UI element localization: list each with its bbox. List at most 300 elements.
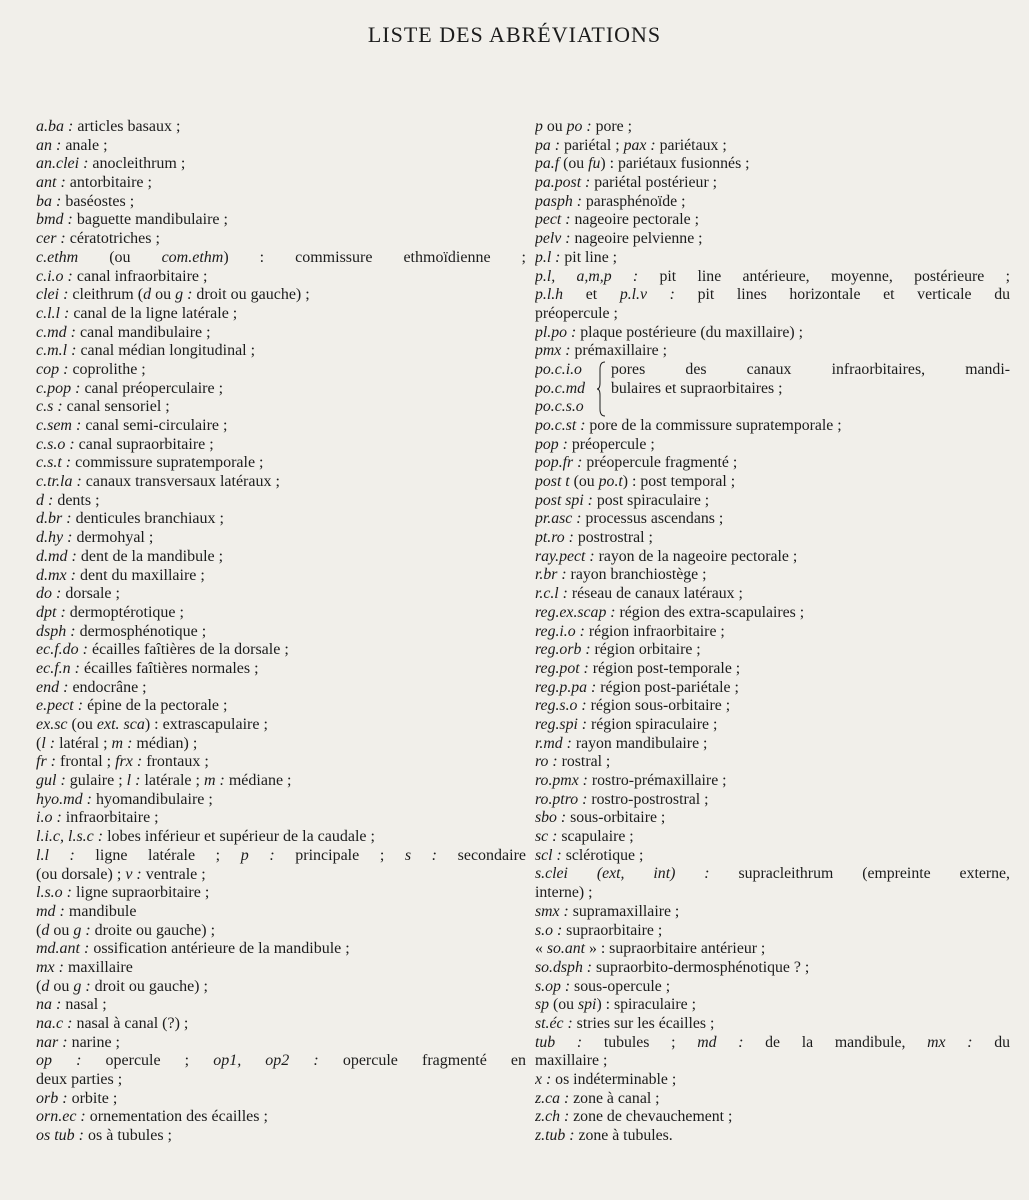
abbreviation-entry [535, 716, 1010, 735]
abbreviation: pax : [623, 136, 656, 154]
definition: maxillaire ; [535, 1052, 608, 1070]
definition: épine de la pectorale ; [83, 697, 228, 715]
abbreviation-entry [36, 155, 526, 174]
abbreviation: na.c : [36, 1015, 73, 1032]
definition: supraorbito-dermosphénotique ? ; [592, 958, 810, 976]
definition: secondaire [437, 846, 526, 864]
abbreviation: c.tr.la : [36, 473, 82, 491]
abbreviation: nar : [36, 1033, 68, 1051]
abbreviation: s.op : [535, 977, 571, 995]
definition: ou [49, 977, 74, 995]
abbreviation: mx : [36, 958, 64, 976]
definition: ) : spiraculaire ; [596, 996, 697, 1014]
abbreviation-entry [36, 884, 526, 903]
abbreviation: tub : [535, 1033, 583, 1051]
definition: de la mandibule, [743, 1033, 928, 1051]
abbreviation: hyo.md : [36, 790, 92, 808]
definition: région des extra-scapulaires ; [615, 603, 805, 621]
definition: infraorbitaire ; [61, 809, 159, 827]
abbreviation: r.md : [535, 734, 572, 752]
abbreviation-entry [535, 641, 1010, 660]
abbreviation-entry [36, 137, 526, 156]
definition: nageoire pectorale ; [570, 211, 700, 229]
abbreviation-entry [36, 697, 526, 716]
definition: dent du maxillaire ; [75, 566, 205, 584]
abbreviation: m : [111, 734, 133, 752]
definition: canal sensoriel ; [62, 398, 170, 416]
abbreviation: g : [175, 286, 193, 304]
definition: ( [36, 734, 42, 752]
definition: opercule fragmenté en [318, 1052, 526, 1070]
definition: ( [36, 977, 42, 995]
abbreviation: an.clei : [36, 155, 89, 173]
abbreviation-entry [36, 847, 526, 866]
abbreviation: reg.ex.scap : [535, 603, 616, 621]
definition: anocleithrum ; [88, 155, 186, 173]
definition: pariétaux ; [655, 136, 727, 154]
abbreviation: smx : [535, 902, 569, 920]
abbreviation-entry [535, 342, 1010, 361]
definition: deux parties ; [36, 1071, 123, 1089]
abbreviation: clei : [36, 286, 69, 304]
page-title: LISTE DES ABRÉVIATIONS [367, 22, 662, 47]
definition: interne) ; [535, 884, 593, 902]
abbreviation-entry [535, 978, 1010, 997]
abbreviation-entry [36, 286, 526, 305]
definition: écailles faîtières de la dorsale ; [87, 641, 289, 659]
definition: (ou [78, 248, 162, 266]
definition: endocrâne ; [68, 678, 147, 696]
brace-abbreviations [535, 361, 595, 417]
definition: denticules branchiaux ; [71, 510, 224, 528]
definition: nasal ; [61, 996, 107, 1014]
abbreviation-entry [535, 922, 1010, 941]
abbreviation-entry [535, 1015, 1010, 1034]
abbreviation-entry [535, 884, 1010, 903]
abbreviation-entry [535, 137, 1010, 156]
abbreviation-entry [36, 1034, 526, 1053]
abbreviation: e.pect : [36, 697, 84, 715]
definition: région spiraculaire ; [587, 715, 718, 733]
abbreviation-entry [535, 1071, 1010, 1090]
abbreviation-entry [36, 716, 526, 735]
abbreviation-entry [535, 772, 1010, 791]
definition: rostral ; [557, 753, 611, 771]
abbreviation-entry [535, 566, 1010, 585]
definition: canal supraorbitaire ; [74, 435, 214, 453]
abbreviation: z.tub : [535, 1127, 575, 1145]
definition: droite ou gauche) ; [90, 921, 216, 939]
abbreviation: c.m.l : [36, 342, 77, 360]
definition: dorsale ; [61, 585, 120, 603]
abbreviation: post spi : [535, 491, 593, 509]
definition: antorbitaire ; [65, 174, 152, 192]
definition: nageoire pelvienne ; [570, 230, 703, 248]
abbreviation: ro.ptro : [535, 790, 588, 808]
definition: (ou [569, 473, 599, 490]
definition: plaque postérieure (du maxillaire) ; [576, 323, 804, 341]
abbreviation-entry [535, 1108, 1010, 1127]
definition: canaux transversaux latéraux ; [81, 473, 280, 491]
definition: région post-temporale ; [588, 659, 741, 677]
abbreviation-entry [535, 155, 1010, 174]
abbreviation-entry [535, 585, 1010, 604]
definition: ) : pariétaux fusionnés ; [600, 155, 750, 173]
abbreviation-entry [535, 1052, 1010, 1071]
abbreviation: pop : [535, 435, 568, 453]
definition: gulaire ; [65, 772, 127, 790]
definition: supraorbitaire ; [562, 921, 663, 939]
definition: cératotriches ; [65, 230, 160, 248]
abbreviation: ec.f.do : [36, 641, 88, 659]
abbreviation: c.s : [36, 398, 63, 416]
definition: ) : post temporal ; [622, 473, 736, 490]
definition: hyomandibulaire ; [91, 790, 213, 808]
abbreviation: po.c.st : [535, 416, 586, 434]
definition: canal mandibulaire ; [75, 323, 211, 341]
left-column [36, 118, 526, 1146]
definition: articles basaux ; [73, 118, 181, 135]
abbreviation: end : [36, 678, 69, 696]
abbreviation: pt.ro : [535, 529, 574, 547]
definition: supramaxillaire ; [568, 902, 680, 920]
brace-abbr-2: po.c.md [535, 379, 586, 397]
definition: pore ; [591, 118, 632, 135]
abbreviation: st.éc : [535, 1014, 573, 1032]
abbreviation-entry [535, 436, 1010, 455]
abbreviation-entry [36, 772, 526, 791]
definition: pit line ; [560, 248, 618, 266]
definition: scapulaire ; [557, 828, 634, 846]
abbreviation: c.sem : [36, 417, 82, 434]
abbreviation: ro : [535, 753, 558, 771]
abbreviation-entry [36, 211, 526, 230]
abbreviation: d [41, 977, 50, 995]
abbreviation-entry [36, 1090, 526, 1109]
abbreviation-entry [36, 641, 526, 660]
abbreviation: cer : [36, 230, 66, 248]
definition: rostro-prémaxillaire ; [587, 772, 727, 789]
abbreviation-entry [535, 735, 1010, 754]
abbreviation: i.o : [36, 809, 62, 827]
abbreviation: ba : [36, 192, 62, 210]
definition: dermosphénotique ; [75, 622, 207, 640]
abbreviation: ex.sc [36, 716, 68, 733]
abbreviation: ec.f.n : [36, 659, 80, 677]
abbreviation: d.hy : [36, 529, 73, 547]
definition: (ou dorsale) ; [36, 865, 126, 883]
definition: ou [49, 921, 74, 939]
abbreviation-entry [36, 679, 526, 698]
abbreviation: p.l.v : [619, 286, 675, 304]
definition: rayon mandibulaire ; [571, 734, 708, 752]
abbreviation: sc : [535, 828, 558, 846]
brace-abbr-3: po.c.s.o [535, 398, 584, 416]
abbreviation-entry [535, 1090, 1010, 1109]
abbreviation-entry [535, 959, 1010, 978]
definition: ou [542, 118, 567, 135]
definition: pit line antérieure, moyenne, postérieure ; [638, 267, 1010, 285]
abbreviation: os tub : [36, 1127, 84, 1145]
abbreviation-entry [535, 679, 1010, 698]
abbreviation: pa.f [535, 155, 560, 173]
abbreviation-entry [535, 473, 1010, 492]
definition: (ou [559, 155, 589, 173]
abbreviation: reg.pot : [535, 659, 589, 677]
abbreviation-entry [36, 436, 526, 455]
abbreviation: spi [578, 996, 597, 1014]
definition: rayon branchiostège ; [566, 566, 707, 584]
abbreviation-entry [535, 492, 1010, 511]
definition: postrostral ; [573, 529, 653, 547]
abbreviation: p.l, a,m,p : [535, 267, 639, 285]
abbreviation: op1, op2 : [213, 1052, 319, 1070]
definition: du [972, 1033, 1010, 1051]
abbreviation-entry [535, 847, 1010, 866]
definition: canal semi-circulaire ; [81, 417, 228, 434]
definition: écailles faîtières normales ; [79, 659, 259, 677]
abbreviation: md.ant : [36, 940, 90, 958]
abbreviation-entry [36, 454, 526, 473]
abbreviation-entry [36, 959, 526, 978]
abbreviation: v : [125, 865, 142, 883]
abbreviation-entry [535, 305, 1010, 324]
abbreviation: bmd : [36, 211, 73, 229]
abbreviation-entry [36, 623, 526, 642]
abbreviation-entry [535, 1034, 1010, 1053]
abbreviation-entry [36, 1127, 526, 1146]
definition: mandibule [64, 902, 137, 920]
abbreviation-entry [535, 249, 1010, 268]
abbreviation-entry [36, 828, 526, 847]
abbreviation: pect : [535, 211, 571, 229]
abbreviation: mx : [927, 1033, 973, 1051]
brace-desc-2: bulaires et supraorbitaires ; [611, 379, 783, 397]
abbreviation-entry [535, 230, 1010, 249]
abbreviation-entry [36, 398, 526, 417]
abbreviation: l.s.o : [36, 884, 72, 902]
abbreviation-entry [36, 978, 526, 997]
abbreviation: d [41, 921, 50, 939]
abbreviation-entry [535, 903, 1010, 922]
abbreviation-entry [535, 510, 1010, 529]
definition: région post-pariétale ; [596, 678, 739, 696]
abbreviation: r.br : [535, 566, 567, 584]
abbreviation: ext. sca [96, 716, 145, 733]
abbreviation: pa : [535, 136, 561, 154]
abbreviation: an : [36, 136, 62, 154]
abbreviation: d.md : [36, 547, 77, 565]
abbreviation-entry [36, 342, 526, 361]
abbreviation-entry [535, 753, 1010, 772]
abbreviation-entry [535, 791, 1010, 810]
abbreviation-entry [36, 1071, 526, 1090]
abbreviation: po : [566, 118, 592, 135]
abbreviation-entry [535, 996, 1010, 1015]
abbreviation: pl.po : [535, 323, 577, 341]
abbreviation: pr.asc : [535, 510, 582, 528]
abbreviation: l : [126, 772, 141, 790]
abbreviation: fu [588, 155, 601, 173]
definition: préopercule ; [567, 435, 655, 453]
abbreviation-entry [36, 1108, 526, 1127]
definition: ) : extrascapulaire ; [144, 716, 268, 733]
definition: ornementation des écailles ; [85, 1108, 268, 1126]
abbreviation-entry [535, 865, 1010, 884]
abbreviation: md : [36, 902, 65, 920]
definition: baguette mandibulaire ; [72, 211, 228, 229]
abbreviation: p.l : [535, 248, 561, 266]
abbreviation: m : [203, 772, 225, 790]
abbreviation-entry [535, 1127, 1010, 1146]
abbreviation-entry [36, 230, 526, 249]
abbreviation-entry [535, 286, 1010, 305]
abbreviation: pelv : [535, 230, 571, 248]
definition: latéral ; [55, 734, 112, 752]
abbreviation-entry [36, 585, 526, 604]
abbreviation-entry [36, 548, 526, 567]
definition: zone à canal ; [569, 1089, 660, 1107]
abbreviation: s.clei (ext, int) : [535, 865, 710, 883]
abbreviation: s : [404, 846, 438, 864]
abbreviation: a.ba : [36, 118, 74, 135]
abbreviation: ant : [36, 174, 66, 192]
abbreviation-entry [36, 380, 526, 399]
abbreviation: reg.spi : [535, 715, 588, 733]
abbreviation: op : [36, 1052, 82, 1070]
definition: ventrale ; [141, 865, 206, 883]
definition: ligne supraorbitaire ; [72, 884, 210, 902]
abbreviation-entry [36, 604, 526, 623]
abbreviation-entry [535, 174, 1010, 193]
abbreviation-entry [36, 660, 526, 679]
abbreviation-entry [535, 623, 1010, 642]
abbreviation: po.t [598, 473, 623, 490]
definition: sous-orbitaire ; [566, 809, 666, 827]
abbreviation: scl : [535, 846, 562, 864]
abbreviation: c.ethm [36, 248, 79, 266]
definition: région sous-orbitaire ; [586, 697, 731, 715]
abbreviation: post t [535, 473, 570, 490]
abbreviation: c.md : [36, 323, 76, 341]
definition: et [563, 286, 620, 304]
abbreviation-entry [36, 903, 526, 922]
definition: post spiraculaire ; [592, 491, 710, 509]
abbreviation: sp [535, 996, 550, 1014]
abbreviation: d : [36, 491, 54, 509]
abbreviation: d [143, 286, 152, 304]
definition: ligne latérale ; [74, 846, 241, 864]
definition: parasphénoïde ; [581, 192, 686, 210]
definition: anale ; [61, 136, 108, 154]
definition: rostro-postrostral ; [587, 790, 709, 808]
abbreviation-entry [535, 454, 1010, 473]
abbreviation: do : [36, 585, 62, 603]
definition: dent de la mandibule ; [76, 547, 224, 565]
abbreviation-entry [535, 118, 1010, 137]
abbreviation-entry [36, 361, 526, 380]
definition: nasal à canal (?) ; [72, 1015, 189, 1032]
abbreviation-entry [36, 305, 526, 324]
abbreviation-entry [535, 268, 1010, 287]
abbreviation: so.dsph : [535, 958, 593, 976]
brace-desc-1: pores des canaux infraorbitaires, mandi- [611, 360, 1010, 378]
abbreviation-entry [535, 529, 1010, 548]
abbreviation: reg.orb : [535, 641, 591, 659]
definition: médian) ; [132, 734, 198, 752]
abbreviation: c.l.l : [36, 304, 70, 322]
definition: réseau de canaux latéraux ; [567, 585, 743, 603]
abbreviation: l : [41, 734, 56, 752]
definition: baséostes ; [61, 192, 135, 210]
definition: (ou [549, 996, 579, 1014]
brace-abbr-1: po.c.i.o [535, 360, 582, 378]
abbreviation: gul : [36, 772, 66, 790]
abbreviation: x : [535, 1071, 552, 1088]
abbreviation-entry [36, 996, 526, 1015]
brace-description [611, 361, 1010, 398]
abbreviation: pa.post : [535, 174, 591, 192]
definition: latérale ; [140, 772, 204, 790]
definition: supracleithrum (empreinte externe, [709, 865, 1010, 883]
definition: processus ascendans ; [581, 510, 724, 528]
definition: droit ou gauche) ; [90, 977, 208, 995]
definition: dents ; [53, 491, 100, 509]
definition: os à tubules ; [84, 1127, 172, 1145]
abbreviation: c.i.o : [36, 267, 73, 285]
definition: dermoptérotique ; [65, 603, 184, 621]
definition: zone à tubules. [574, 1127, 673, 1145]
abbreviation-entry [36, 492, 526, 511]
abbreviation: md : [697, 1033, 744, 1051]
definition: préopercule ; [535, 304, 618, 322]
abbreviation: com.ethm [161, 248, 224, 266]
abbreviation-entry [535, 828, 1010, 847]
abbreviation-entry [36, 268, 526, 287]
abbreviation-entry [535, 193, 1010, 212]
definition: frontal ; [56, 753, 116, 771]
definition: prémaxillaire ; [570, 342, 668, 360]
abbreviation-entry [36, 567, 526, 586]
abbreviation: fr : [36, 753, 56, 771]
definition: (ou [67, 716, 97, 733]
abbreviation: so.ant [546, 940, 586, 958]
abbreviation: c.pop : [36, 379, 81, 397]
definition: canal médian longitudinal ; [76, 342, 256, 360]
definition: principale ; [274, 846, 405, 864]
abbreviation: pmx : [535, 342, 571, 360]
abbreviation: g : [73, 921, 91, 939]
abbreviation: c.s.t : [36, 454, 72, 472]
abbreviation: l.i.c, l.s.c : [36, 828, 104, 846]
definition: « [535, 940, 547, 958]
abbreviation: z.ch : [535, 1108, 570, 1126]
abbreviation-entry [36, 529, 526, 548]
abbreviation: reg.i.o : [535, 622, 585, 640]
abbreviation: pasph : [535, 192, 582, 210]
definition: narine ; [67, 1033, 120, 1051]
abbreviation: c.s.o : [36, 435, 75, 453]
definition: tubules ; [582, 1033, 698, 1051]
definition: frontaux ; [142, 753, 209, 771]
definition: » : supraorbitaire antérieur ; [585, 940, 766, 958]
abbreviation-entry [36, 324, 526, 343]
abbreviation: p [535, 118, 543, 135]
definition: ( [36, 921, 42, 939]
abbreviation: ray.pect : [535, 547, 595, 565]
definition: orbite ; [67, 1089, 118, 1107]
abbreviation: orb : [36, 1089, 68, 1107]
